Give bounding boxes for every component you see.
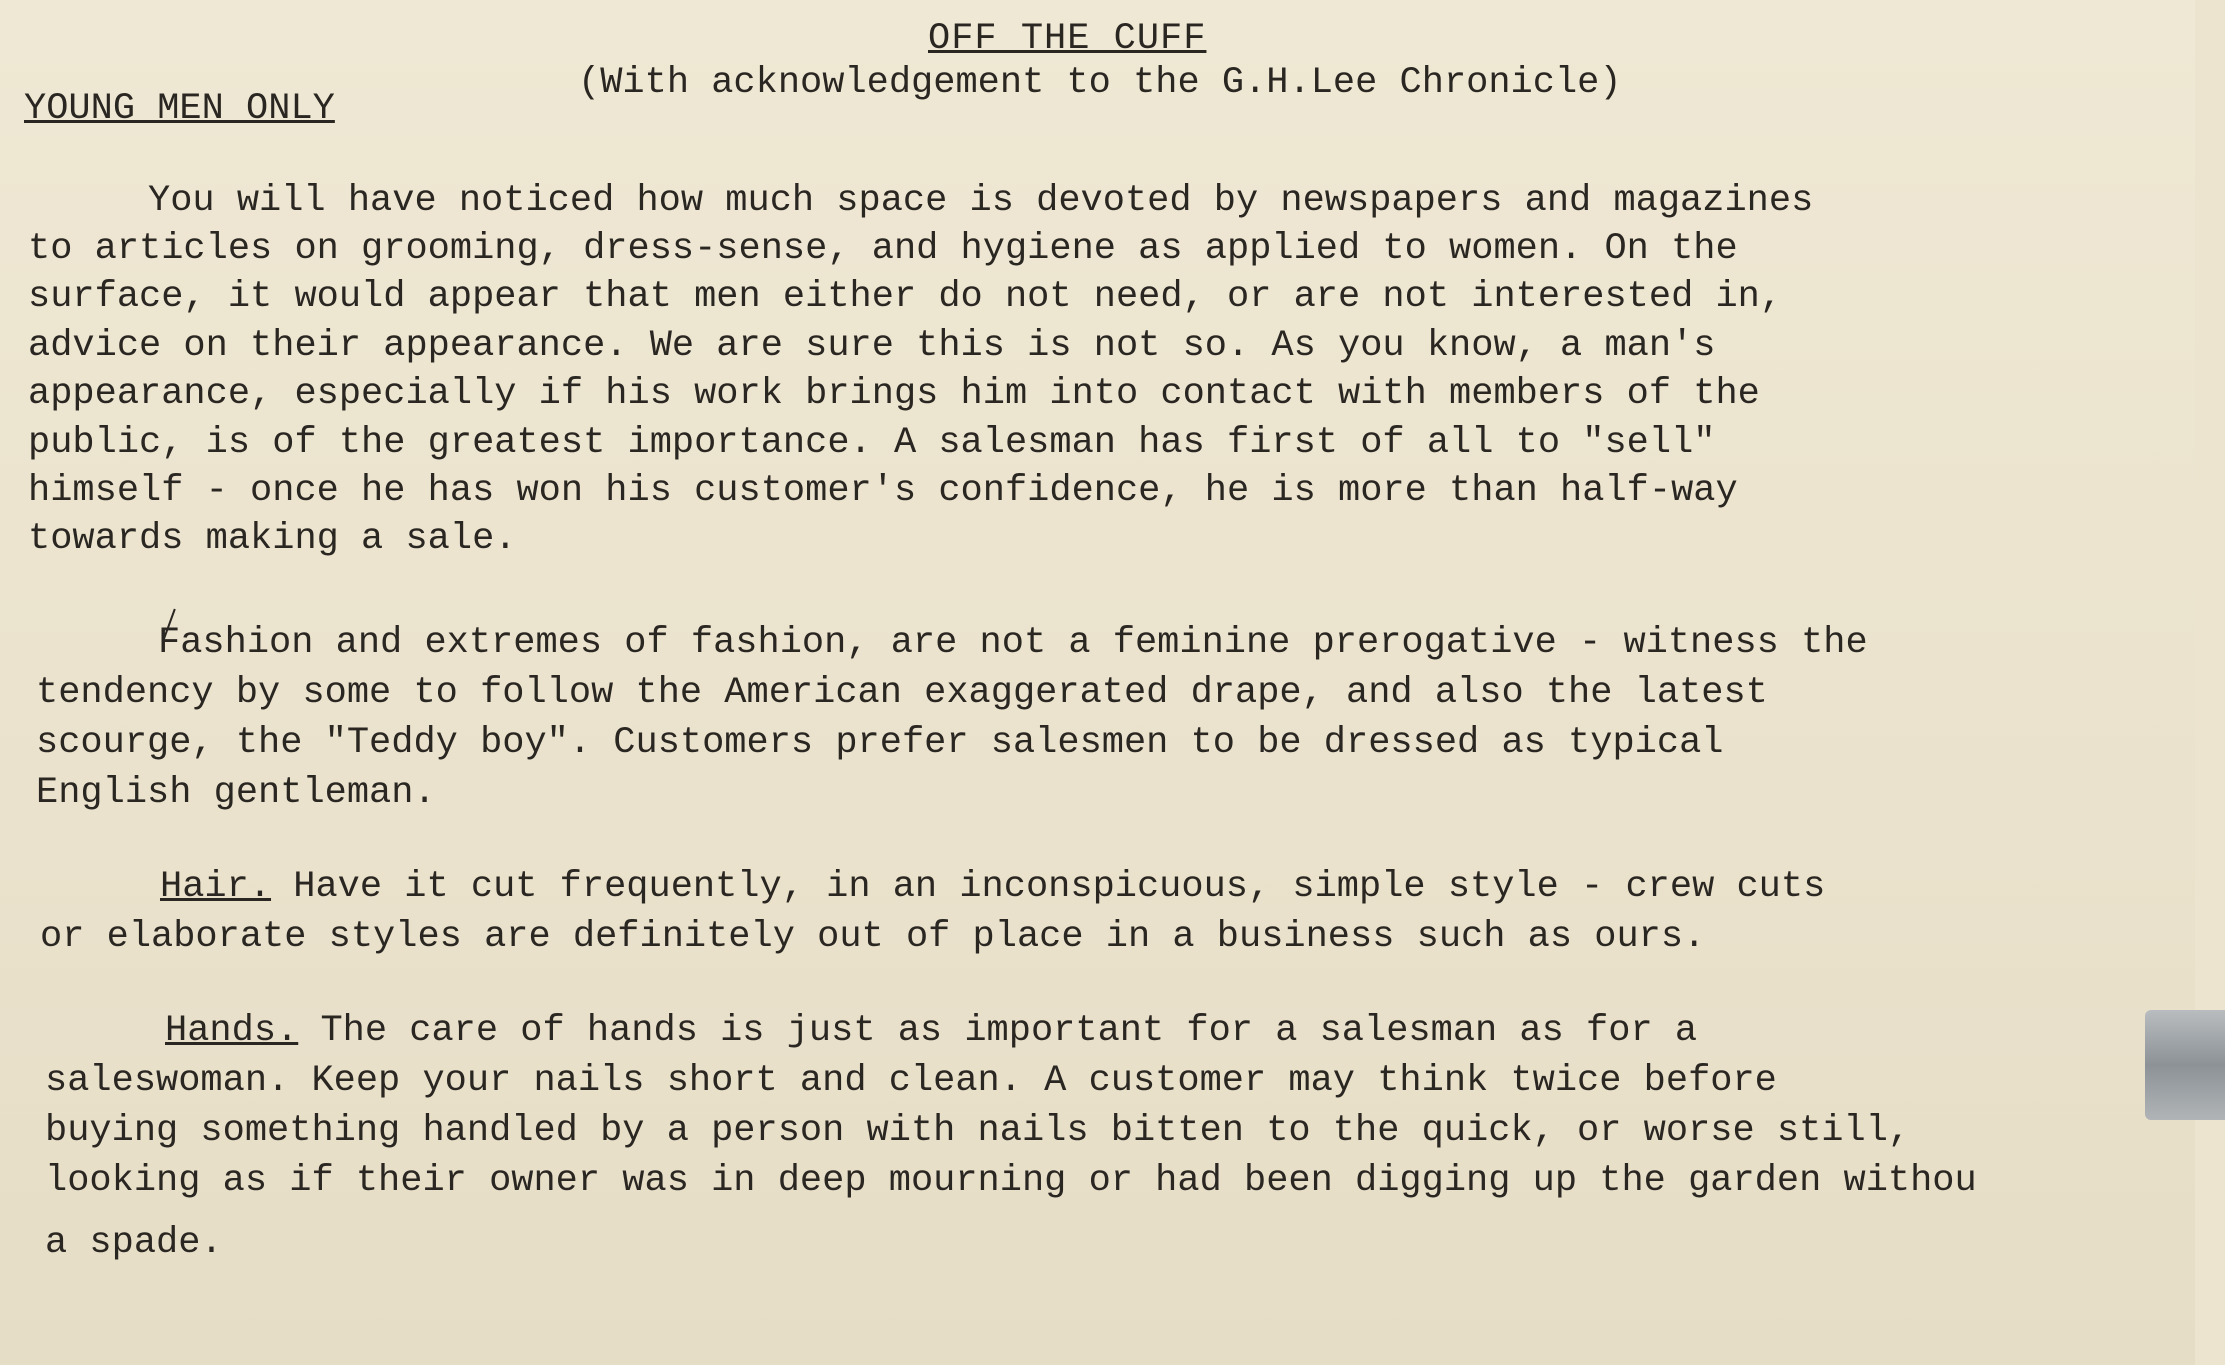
hands-line-5: a spade. xyxy=(45,1222,223,1264)
hair-line-1 xyxy=(160,866,1825,908)
page-title: OFF THE CUFF xyxy=(928,18,1207,60)
intro-line-5: appearance, especially if his work brings him into contact with members of the xyxy=(28,373,1760,415)
metal-binder-clip xyxy=(2145,1010,2225,1120)
intro-line-7: himself - once he has won his customer's confidence, he is more than half-way xyxy=(28,470,1738,512)
intro-line-6: public, is of the greatest importance. A salesman has first of all to "sell" xyxy=(28,422,1716,464)
hands-line-2: saleswoman. Keep your nails short and clean. A customer may think twice before xyxy=(45,1060,1777,1102)
hands-text: The care of hands is just as important for a salesman as for a xyxy=(298,1010,1698,1052)
intro-line-2: to articles on grooming, dress-sense, and hygiene as applied to women. On the xyxy=(28,228,1738,270)
hands-label: Hands. xyxy=(165,1010,299,1052)
acknowledgement-line: (With acknowledgement to the G.H.Lee Chronicle) xyxy=(578,62,1622,104)
hair-line-2: or elaborate styles are definitely out of place in a business such as ours. xyxy=(40,916,1706,958)
hands-line-1 xyxy=(165,1010,1697,1052)
intro-line-8: towards making a sale. xyxy=(28,518,517,560)
intro-line-3: surface, it would appear that men either do not need, or are not interested in, xyxy=(28,276,1783,318)
fashion-line-4: English gentleman. xyxy=(36,772,436,814)
intro-line-4: advice on their appearance. We are sure this is not so. As you know, a man's xyxy=(28,325,1716,367)
section-heading: YOUNG MEN ONLY xyxy=(24,88,335,130)
fashion-line-1: Fashion and extremes of fashion, are not a feminine prerogative - witness the xyxy=(158,622,1868,664)
fashion-line-2: tendency by some to follow the American exaggerated drape, and also the latest xyxy=(36,672,1768,714)
fashion-line-3: scourge, the "Teddy boy". Customers prefer salesmen to be dressed as typical xyxy=(36,722,1724,764)
hands-line-4: looking as if their owner was in deep mourning or had been digging up the garden withou xyxy=(45,1160,1977,1202)
hair-text: Have it cut frequently, in an inconspicuous, simple style - crew cuts xyxy=(271,866,1826,908)
hands-line-3: buying something handled by a person with nails bitten to the quick, or worse still, xyxy=(45,1110,1911,1152)
hair-label: Hair. xyxy=(160,866,272,908)
intro-line-1: You will have noticed how much space is devoted by newspapers and magazines xyxy=(148,180,1814,222)
